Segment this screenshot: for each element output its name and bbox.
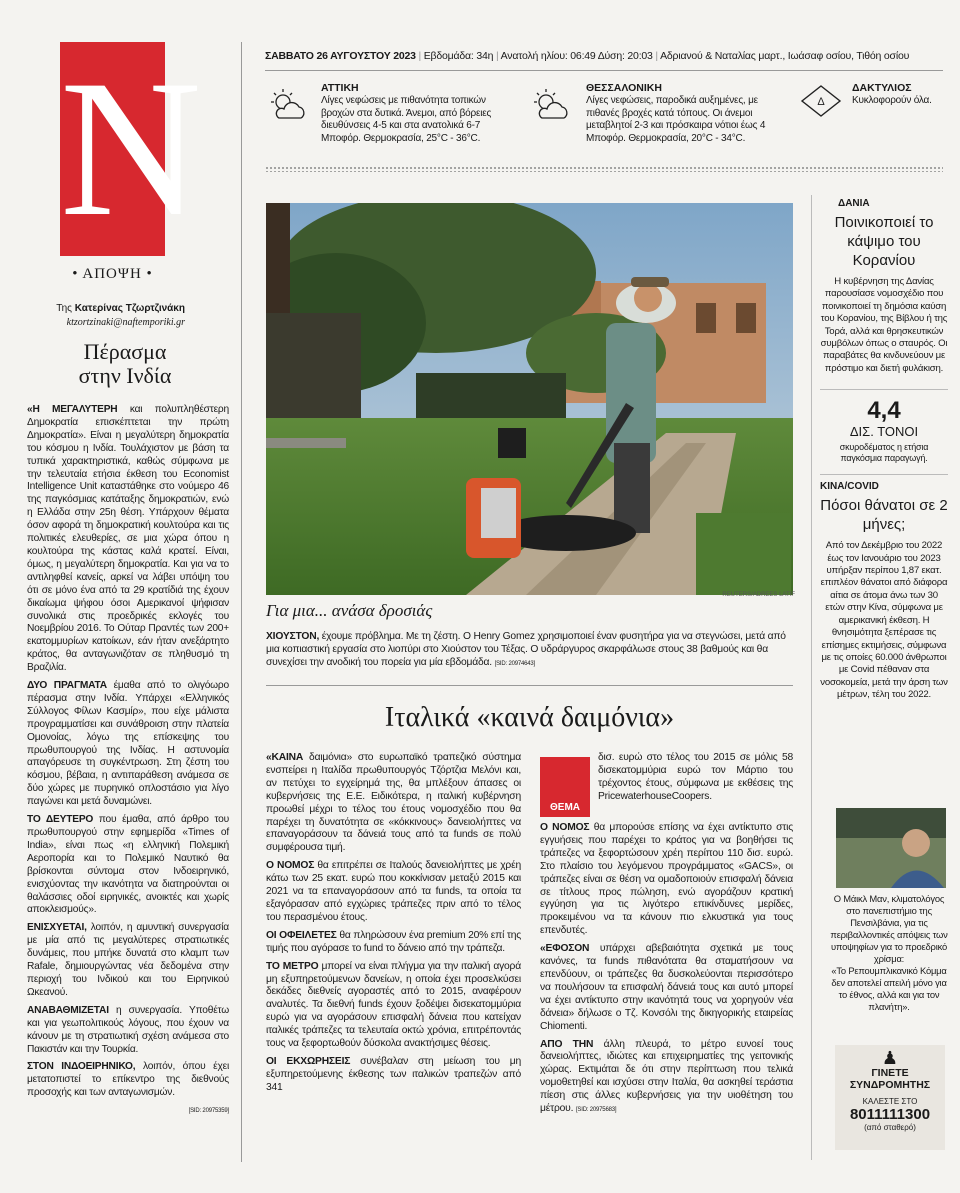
subscriber-icon: ♟ bbox=[881, 1048, 899, 1068]
denmark-kicker: ΔΑΝΙΑ bbox=[838, 198, 870, 209]
article-col2 bbox=[540, 822, 793, 1122]
denmark-text: Η κυβέρνηση της Δανίας παρουσίασε νομοσχέδιο που ποινικοποιεί τη δημόσια καύση του Κορανίου, της Βίβλου ή της Τορά, αλλά και θρησκευτικών συμβόλων όπως ο σταυρός. Οι παραβάτες θα κινδυνεύουν με πρόστιμο και διετή φυλάκιση. bbox=[820, 276, 948, 374]
opinion-lead-1: «Η ΜΕΓΑΛΥΤΕΡΗ bbox=[27, 404, 118, 415]
road-sign-icon bbox=[800, 84, 842, 118]
cloud-sun-icon bbox=[265, 86, 309, 126]
byline bbox=[40, 302, 185, 330]
photo-rule bbox=[266, 685, 793, 686]
china-text: Από τον Δεκέμβριο του 2022 έως τον Ιανουάριο του 2023 υπήρξαν περίπου 1,87 εκατ. επιπλέον θάνατοι από διάφορα αίτια σε άτομα άνω των 30 ετών στην Κίνα, σύμφωνα με αμερικανική έκθεση. Η θνησιμότητα ξεπέρασε τις επίσημες εκτιμήσεις, σύμφωνα με τις οποίες 60.000 άνθρωποι με Covid πέθαναν στα νοσοκομεία, μετά την άρση των μέτρων, τέλη του 2022. bbox=[820, 540, 948, 701]
sun-times: Ανατολή ηλίου: 06:49 Δύση: 20:03 bbox=[500, 50, 653, 62]
opinion-p3: που έμαθα, από άρθρο του πρωθυπουργού στην εφημερίδα «Times of India», είναι πως «η ελληνική Πολεμική Αεροπορία και το Πολεμικό Ναυτικό θα βρίσκονται σύντομα στον Ινδοειρηνικό, ενισχύοντας την ικανότητα να διατηρούνται οι θαλάσσιες οδοί ειρηνικές, ανοικτές και χωρίς αποκλεισμούς». bbox=[27, 814, 229, 916]
china-title: Πόσοι θάνατοι σε 2 μήνες; bbox=[820, 497, 948, 534]
article-title: Ιταλικά «καινά δαιμόνια» bbox=[384, 702, 675, 733]
caption-text: έχουμε πρόβλημα. Με τη ζέστη. Ο Henry Gomez χρησιμοποιεί έναν φυσητήρα για να στεγνώσει, μετά από μια κοπιαστική εργασία στο λιοπύρι στο Χιούστον του Τέξας. Ο υδράργυρος σκαρφάλωσε στους 38 βαθμούς και θα συνεχίσει την ανοδική του πορεία για μία εβδομάδα. bbox=[266, 631, 786, 668]
weather-region: ΔΑΚΤΥΛΙΟΣ bbox=[852, 82, 912, 94]
stat-description: σκυροδέματος η ετήσια παγκόσμια παραγωγή. bbox=[839, 442, 929, 464]
photo-caption bbox=[266, 630, 793, 671]
weather-text: Κυκλοφορούν όλα. bbox=[852, 95, 932, 106]
article-lead: ΑΠΟ ΤΗΝ bbox=[540, 1038, 594, 1050]
section-label: • ΑΠΟΨΗ • bbox=[72, 266, 153, 282]
article-p: μπορεί να είναι πλήγμα για την ιταλική αγορά μη εξυπηρετούμενων δανείων, η οποία έχει προσελκύσει δεκάδες διεθνείς αγοραστές από το 2015, αναφέρουν αναλυτές. Τα διεθνή funds έχουν ξοδέψει δισεκατομμύρια ευρώ για να αγοράσουν επισφαλή δάνεια που κατείχαν ιταλικές τράπεζες τα τελευταία οκτώ χρόνια, επιτρέποντάς τους να ξεφορτωθούν δύσκολα ανακτήσιμες θέσεις. bbox=[266, 960, 521, 1050]
opinion-lead-5: ΑΝΑΒΑΘΜΙΖΕΤΑΙ bbox=[27, 1004, 109, 1016]
weather-region: ΘΕΣΣΑΛΟΝΙΚΗ bbox=[586, 82, 662, 94]
subscribe-title: ΓΙΝΕΤΕ ΣΥΝΔΡΟΜΗΤΗΣ bbox=[849, 1067, 931, 1091]
article-col2-top bbox=[598, 752, 793, 809]
quote-caption: Ο Μάικλ Μαν, κλιματολόγος στο πανεπιστήμιο της Πενσιλβάνια, για τις περιβαλλοντικές απόψεις των υποψηφίων για το προεδρικό χρίσμα: bbox=[830, 893, 948, 964]
article-lead: «ΕΦΟΣΟΝ bbox=[540, 943, 590, 955]
article-p: άλλη πλευρά, το μέτρο ευνοεί τους δανειολήπτες, ιδιώτες και επιχειρηματίες της γειτονικής χώρας. Εκτιμάται δε ότι στην περίπτωση που τελικά νομοθετηθεί και ισχύσει στην Ιταλία, θα ασκηθεί τεράστια πίεση στις άλλες κυβερνήσεις για την υιοθέτηση του μέτρου. bbox=[540, 1038, 793, 1115]
opinion-p1: και πολυπληθέστερη Δημοκρατία επισκέπτεται την πρώτη Δημοκρατία». Είναι η μεγαλύτερη δημοκρατία του κόσμου η Ινδία. Τουλάχιστον με βάση τα τυπικά χαρακτηριστικά, καθώς σύμφωνα με την τελευταία ετήσια έκθεση του Economist Intelligence Unit καταστάθηκε στο νούμερο 46 της παγκόσμιας κατάταξης δημοκρατιών, ενώ η Ελλάδα στην 25η θέση. Υπάρχουν θέματα όσον αφορά τη δημοκρατική κουλτούρα και τις πολιτικές ελευθερίες, σε μια χώρα όπου η κουλτούρα της κάστας καλά κρατεί. Είναι, όμως, η μεγαλύτερη δημοκρατία. Και για να το αντιληφθεί κανείς, αρκεί να λάβει υπόψη του ότι σε μόνο ένα από τα 29 κρατίδιά της έχουν δικαίωμα ψήφου όσοι Αμερικανοί ψήφισαν συνολικά στις προεδρικές εκλογές του Νοεμβρίου 2016. Το Ούταρ Πραντές των 200+ εκατομμυρίων κατοίκων, εάν ήταν ανεξάρτητο κράτος, θα ανταγωνιζόταν σε πληθυσμό τη Βραζιλία. bbox=[27, 404, 229, 674]
opinion-lead-2: ΔΥΟ ΠΡΑΓΜΑΤΑ bbox=[27, 680, 107, 692]
opinion-p4: λοιπόν, η αμυντική συνεργασία με μία από τις μεγαλύτερες στρατιωτικές δυνάμεις, που μπήκε δυνατά στο κλαμπ των Rafale, δημιουργώντας νέα δεδομένα στην περιοχή του Ινδικού και του Ειρηνικού Ωκεανού. bbox=[27, 922, 229, 998]
weather-text: Λίγες νεφώσεις με πιθανότητα τοπικών βροχών στα δυτικά. Άνεμοι, από βόρειες διευθύνσεις 4-5 και στα ανατολικά 6-7 Μποφόρ. Θερμοκρασία, 25°C - 36°C. bbox=[321, 95, 492, 144]
logo-letter: N bbox=[60, 40, 202, 257]
opinion-body bbox=[27, 404, 229, 1118]
logo bbox=[60, 40, 202, 257]
saints-day: Αδριανού & Ναταλίας μαρτ., Ιωάσαφ οσίου, Τιθόη οσίου bbox=[660, 50, 910, 62]
denmark-title: Ποινικοποιεί το κάψιμο του Κορανίου bbox=[834, 214, 934, 269]
quote-text: «Το Ρεπουμπλικανικό Κόμμα δεν αποτελεί απειλή μόνο για το έθνος, αλλά και για τον πλανήτη». bbox=[831, 965, 947, 1012]
subscribe-call: ΚΑΛΕΣΤΕ ΣΤΟ bbox=[862, 1097, 918, 1106]
cloud-sun-icon bbox=[528, 86, 572, 126]
article-lead: ΤΟ ΜΕΤΡΟ bbox=[266, 960, 319, 972]
opinion-p5: η συνεργασία. Υποθέτω και για γεωπολιτικούς λόγους, που έχουν να κάνουν με τη στρατιωτική σχέση ανάμεσα στο Πακιστάν και την Τουρκία. bbox=[27, 1004, 229, 1055]
sidebar bbox=[820, 198, 948, 702]
feature-photo bbox=[266, 203, 793, 595]
theme-tag bbox=[540, 757, 590, 817]
sidebar-divider bbox=[811, 195, 812, 1160]
article-lead: ΟΙ ΕΚΧΩΡΗΣΕΙΣ bbox=[266, 1055, 351, 1067]
caption-lead: ΧΙΟΥΣΤΟΝ, bbox=[266, 631, 320, 642]
byline-name: Κατερίνας Τζωρτζινάκη bbox=[74, 303, 185, 314]
photo-scene bbox=[266, 203, 793, 595]
week-number: Εβδομάδα: 34η bbox=[423, 50, 494, 62]
article-p: θα πληρώσουν ένα premium 20% επί της τιμής που αγόρασε το fund το δάνειο από την τράπεζα. bbox=[266, 929, 522, 954]
article-p: υπάρχει αβεβαιότητα σχετικά με τους κανόνες, τα funds πιθανότατα θα σταματήσουν να επενδύουν, οι τράπεζες θα δυσκολεύονται περισσότερο να πουλήσουν τα επισφαλή δάνειά τους και αυτό μπορεί να έχει αντίκτυπο στην ικανότητά τους να χορηγούν νέα δάνεια» δήλωσε ο Τζ. Κονσόλι της δικηγορικής εταιρείας Chiomenti. bbox=[540, 943, 793, 1032]
subscribe-ad[interactable] bbox=[835, 1045, 945, 1150]
article-p: συνέβαλαν στη μείωση του μη εξυπηρετούμενης έκθεσης των ιταλικών τραπεζών από 341 bbox=[266, 1055, 522, 1093]
opinion-p6: λοιπόν, όπου έχει μετατοπιστεί το επίκεντρο της διεθνούς προσοχής και των ανταγωνισμών. bbox=[27, 1061, 230, 1099]
article-p: θα επιτρέπει σε Ιταλούς δανειολήπτες με χρέη κάτω των 25 εκατ. ευρώ που κοκκίνισαν μεταξύ 2015 και 2021 να τα επαναγοράσουν από τα funds, τα οποία τα εξαγόρασαν από εγχώριες τράπεζες πριν από το τέλος του περασμένου έτους. bbox=[266, 860, 522, 923]
column-divider bbox=[241, 42, 242, 1162]
svg-text:Δ: Δ bbox=[817, 96, 825, 108]
photo-credit: REUTERS/ADREES LATIF bbox=[722, 592, 795, 598]
top-rule bbox=[265, 70, 943, 71]
stat-unit: ΔΙΣ. ΤΟΝΟΙ bbox=[849, 424, 919, 440]
china-kicker: ΚΙΝΑ/COVID bbox=[820, 481, 879, 493]
byline-prefix: Της bbox=[56, 303, 72, 314]
stat-value: 4,4 bbox=[867, 397, 901, 425]
byline-email: ktzortzinaki@naftemporiki.gr bbox=[66, 317, 185, 328]
opinion-lead-3: ΤΟ ΔΕΥΤΕΡΟ bbox=[27, 814, 94, 826]
opinion-title-line2: στην Ινδία bbox=[78, 363, 172, 388]
date-bar: ΣΑΒΒΑΤΟ 26 ΑΥΓΟΥΣΤΟΥ 2023 | Εβδομάδα: 34η | Ανατολή ηλίου: 06:49 Δύση: 20:03 | Αδριανού & Ναταλίας μαρτ., Ιωάσαφ οσίου, Τιθόη οσίου bbox=[265, 50, 910, 62]
article-p: θα μπορούσε επίσης να έχει αντίκτυπο στις εγγυήσεις που παρέχει το κράτος για να βοηθήσει τις τράπεζες να ξεφορτώσουν χρέη περίπου 110 δισ. ευρώ. Στο πλαίσιο του λεγόμενου προγράμματος «GACS», οι τράπεζες είναι σε θέση να ομαδοποιούν επισφαλή δάνεια σε τίτλους προς πώληση, ενώ αγοράζουν κρατική εγγύηση για τις λιγότερο επικίνδυνες μερίδες, προκειμένου να τα κάνουν πιο ελκυστικά για τους επενδυτές. bbox=[540, 822, 794, 937]
portrait bbox=[836, 808, 946, 888]
article-p: δισ. ευρώ στο τέλος του 2015 σε μόλις 58 δισεκατομμύρια ευρώ τον Μάρτιο του τρέχοντος έτους, σύμφωνα με εκθέσεις της PricewaterhouseCoopers. bbox=[598, 752, 793, 802]
article-lead: Ο ΝΟΜΟΣ bbox=[266, 860, 315, 872]
weather-text: Λίγες νεφώσεις, παροδικά αυξημένες, με πιθανές βροχές κατά τόπους. Οι άνεμοι μεταβλητοί 2-3 και πρόσκαιρα νότιοι έως 4 Μποφόρ. Θερμοκρασία, 20°C - 34°C. bbox=[586, 95, 766, 144]
article-lead: «ΚΑΙΝΑ bbox=[266, 752, 304, 763]
article-lead: ΟΙ ΟΦΕΙΛΕΤΕΣ bbox=[266, 929, 337, 941]
article-col1 bbox=[266, 752, 521, 1100]
quote-photo bbox=[836, 808, 946, 888]
theme-tag-label: ΘΕΜΑ bbox=[550, 802, 580, 813]
dotted-divider bbox=[265, 166, 943, 172]
weather-region: ΑΤΤΙΚΗ bbox=[321, 82, 359, 94]
issue-date: ΣΑΒΒΑΤΟ 26 ΑΥΓΟΥΣΤΟΥ 2023 bbox=[265, 50, 416, 62]
opinion-p2: έμαθα από το ολιγόωρο πέρασμα στην Ινδία. Υπάρχει «Ελληνικός Σύλλογος Φίλων Κασμίρ», που είχε μάλιστα προγραμματίσει και συνάθροιση στην πλατεία Ομονοίας, λόγω της επίσκεψης του πρωθυπουργού της Ινδίας. Η αστυνομία απαγόρευσε τη συγκέντρωση. Στη ζέστη του κόσμου, βέβαια, η αντιπαράθεση ανάμεσα σε δύο χώρες με πυρηνικό οπλοστάσιο για λίγο παγώνει και μετά δυναμώνει. bbox=[27, 680, 229, 808]
opinion-title-line1: Πέρασμα bbox=[83, 339, 167, 364]
article-lead: Ο ΝΟΜΟΣ bbox=[540, 822, 590, 833]
opinion-title bbox=[30, 340, 220, 388]
opinion-lead-6: ΣΤΟΝ ΙΝΔΟΕΙΡΗΝΙΚΟ, bbox=[27, 1061, 136, 1073]
opinion-lead-4: ΕΝΙΣΧΥΕΤΑΙ, bbox=[27, 922, 87, 934]
article-p: δαιμόνια» στο ευρωπαϊκό τραπεζικό σύστημα ενσπείρει η Ιταλίδα πρωθυπουργός Τζόρτζια Μελόνι και, αν πετύχει το εγχείρημά της, θα μπλέξουν άπασες οι κυβερνήσεις της Ε.Ε. Ειδικότερα, η ιταλική κυβέρνηση προωθεί μέχρι το τέλος του έτους νομοσχέδιο που θα παρέχει τη δυνατότητα σε «κόκκινους» δανειολήπτες να επαναγοράσουν τα δάνειά τους από τα funds σε πολύ συμφέρουσα τιμή. bbox=[266, 752, 521, 854]
photo-headline: Για μια... ανάσα δροσιάς bbox=[266, 601, 433, 620]
subscribe-phone[interactable]: 8011111300 bbox=[849, 1106, 931, 1123]
caption-sid: [SID: 20974643] bbox=[494, 661, 536, 667]
subscribe-note: (από σταθερό) bbox=[864, 1123, 916, 1132]
article-sid: [SID: 20975683] bbox=[575, 1107, 617, 1114]
opinion-sid: [SID: 20975359] bbox=[188, 1108, 229, 1115]
